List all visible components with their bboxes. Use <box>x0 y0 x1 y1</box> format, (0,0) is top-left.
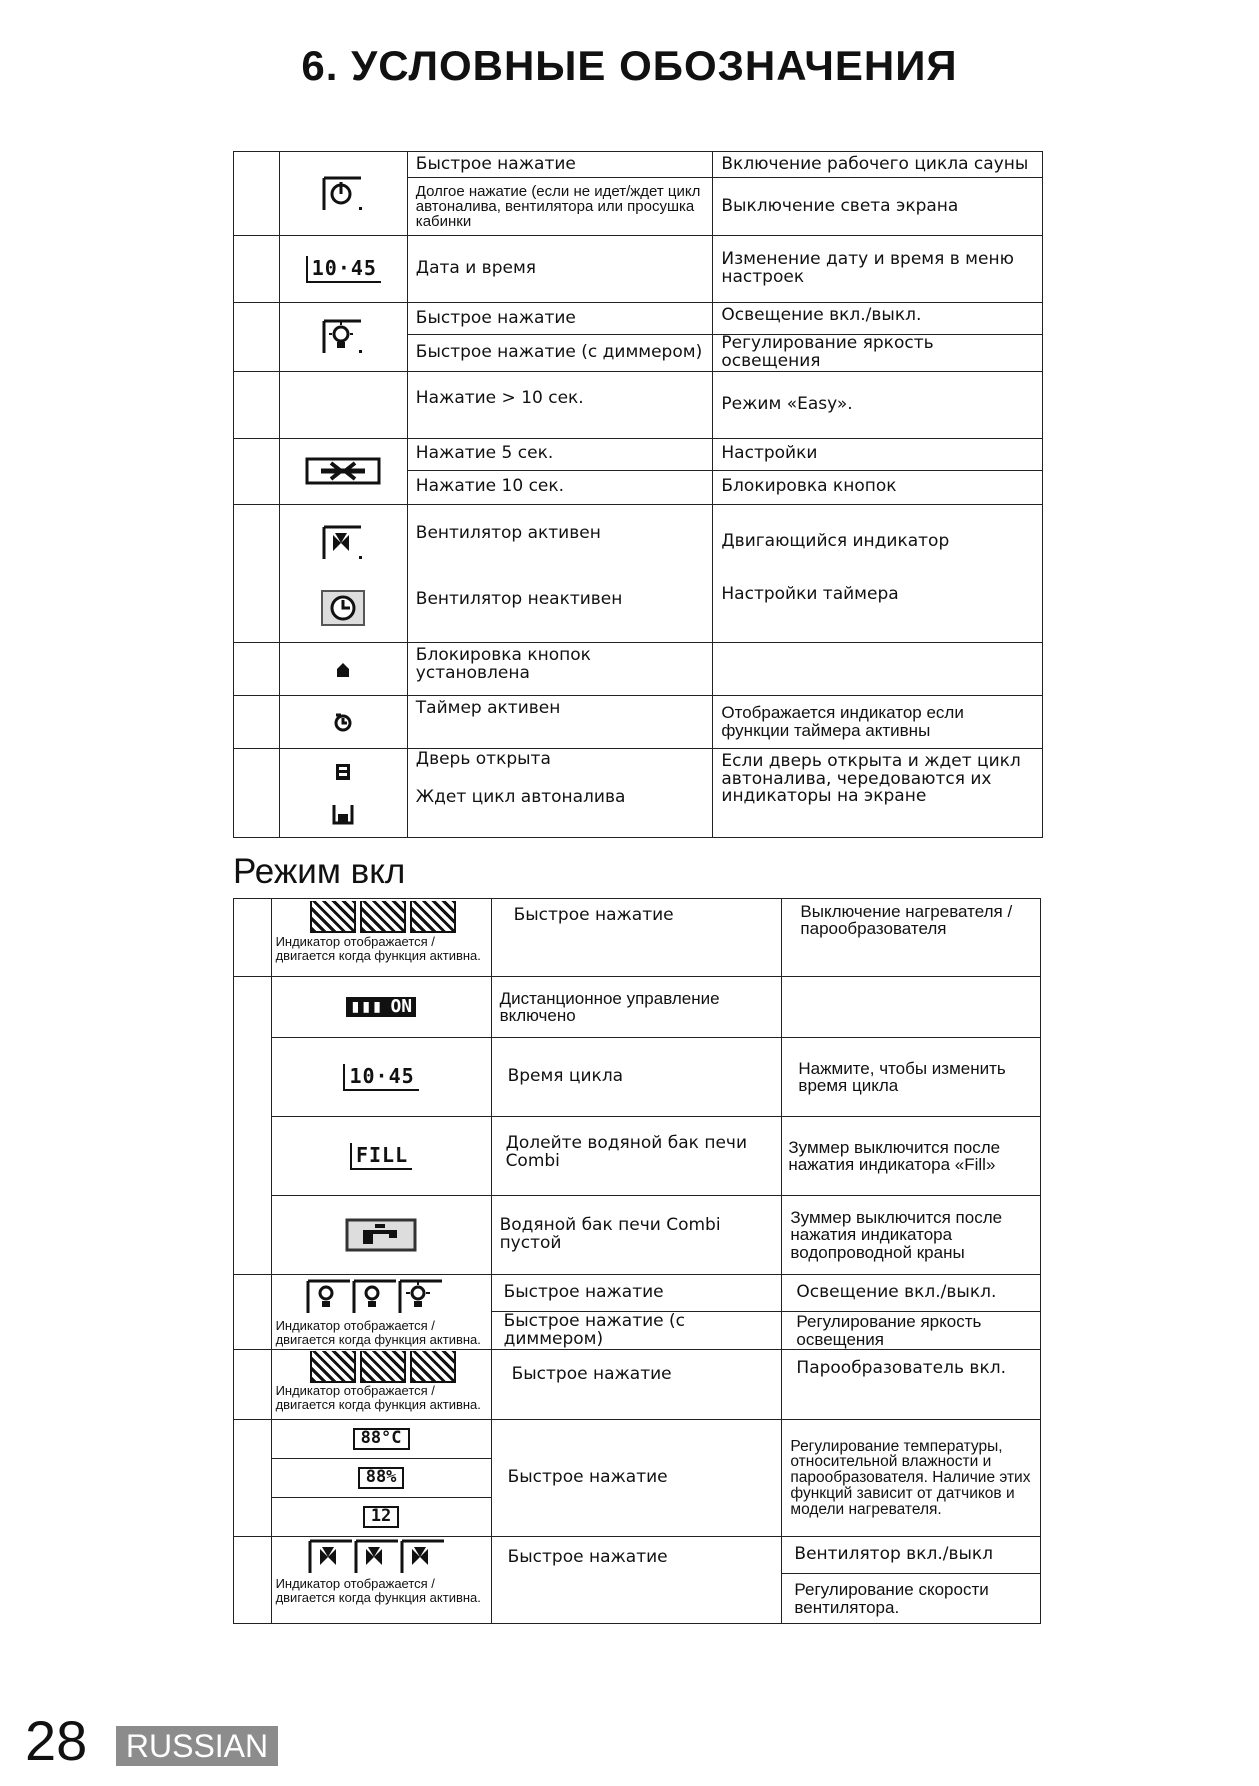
steamer-icon <box>360 1351 406 1383</box>
blank-cell <box>234 695 280 748</box>
humidity-display-icon: 88% <box>358 1467 405 1489</box>
heater-icons-cell <box>271 899 491 977</box>
timer-clock-icon <box>320 589 366 627</box>
t1-r5-action: Быстрое нажатие (с диммером) <box>407 335 713 372</box>
indicator-note: Индикатор отображается / двигается когда функция активна. <box>275 1383 481 1413</box>
symbols-table <box>233 151 1043 838</box>
light-bulb-icon <box>306 1279 352 1315</box>
fan-icon <box>354 1539 400 1575</box>
t2-s3-result: Нажмите, чтобы изменить время цикла <box>782 1038 1041 1117</box>
timer-settings-label: Настройки таймера <box>721 583 899 604</box>
t2-s4-result: Зуммер выключится после нажатия индикатора «Fill» <box>782 1117 1041 1196</box>
wrench-icon <box>305 457 381 485</box>
cycle-time-icon-cell <box>271 1038 491 1117</box>
page-title: 6. УСЛОВНЫЕ ОБОЗНАЧЕНИЯ <box>301 42 958 89</box>
light-icon-cell <box>279 303 407 372</box>
timer-active-icon <box>332 712 354 732</box>
blank-cell <box>234 152 280 236</box>
blank-cell <box>234 1350 272 1420</box>
t1-r11-result: Отображается индикатор если функции таймера активны <box>713 695 1043 748</box>
t2-s6-action-dimmer: Быстрое нажатие (с диммером) <box>491 1312 782 1350</box>
door-icon <box>334 762 352 782</box>
light-bulb-icon <box>352 1279 398 1315</box>
power-icon <box>321 174 365 214</box>
settings-icon-cell <box>279 438 407 504</box>
autofill-icon <box>331 802 355 826</box>
humidity-icon-cell <box>271 1459 491 1498</box>
autofill-wait-label: Ждет цикл автоналива <box>415 786 626 807</box>
t1-r3-action: Дата и время <box>407 236 713 303</box>
door-icon-cell <box>279 748 407 837</box>
timer-icon-cell <box>279 695 407 748</box>
cycle-time-icon: 10·45 <box>343 1064 418 1091</box>
t2-s7-action: Быстрое нажатие <box>491 1350 782 1420</box>
t1-r12-result: Если дверь открыта и ждет цикл автоналива, чередоваются их индикаторы на экране <box>713 748 1043 837</box>
steam-level-icon-cell <box>271 1498 491 1537</box>
t2-s9-result: Вентилятор вкл./выкл <box>782 1537 1041 1574</box>
t2-s2-result <box>782 977 1041 1038</box>
fill-icon: FILL <box>350 1143 412 1170</box>
fan-icons-cell <box>271 1537 491 1624</box>
t2-s9-action: Быстрое нажатие <box>491 1537 782 1624</box>
t1-r2-action: Долгое нажатие (если не идет/ждет цикл автоналива, вентилятора или просушка кабинки <box>407 178 713 236</box>
fan-icon <box>400 1539 446 1575</box>
steam-icons-cell <box>271 1350 491 1420</box>
t2-s4-action: Долейте водяной бак печи Combi <box>491 1117 782 1196</box>
power-icon-cell <box>279 152 407 236</box>
on-mode-table <box>233 898 1041 1624</box>
section-title: Режим вкл <box>233 852 406 891</box>
page-number: 28 <box>25 1709 88 1772</box>
temperature-display-icon: 88°C <box>353 1428 410 1450</box>
t1-r3-result: Изменение дату и время в меню настроек <box>713 236 1043 303</box>
remote-control-icon: ▮▮▮ <box>346 997 387 1018</box>
fan-inactive-label: Вентилятор неактивен <box>415 588 623 609</box>
t2-s2-action: Дистанционное управление включено <box>491 977 782 1038</box>
light-bulb-dimmer-icon <box>398 1279 444 1315</box>
blank-cell <box>234 748 280 837</box>
water-tap-icon <box>345 1218 417 1252</box>
t2-s6-result-dimmer: Регулирование яркость освещения <box>782 1312 1041 1350</box>
temperature-icon-cell <box>271 1420 491 1459</box>
blank-cell <box>234 899 272 977</box>
t2-s5-action: Водяной бак печи Combi пустой <box>491 1196 782 1275</box>
t1-r2-result: Выключение света экрана <box>713 178 1043 236</box>
blank-cell <box>234 1537 272 1624</box>
t2-s6-result: Освещение вкл./выкл. <box>782 1275 1041 1312</box>
blank-cell <box>234 371 280 438</box>
remote-on-indicator: ON <box>386 997 416 1018</box>
heater-icon <box>410 901 456 933</box>
blank-cell <box>234 303 280 372</box>
steamer-icon <box>310 1351 356 1383</box>
steam-level-display-icon: 12 <box>363 1506 399 1528</box>
door-open-label: Дверь открыта <box>415 748 551 769</box>
t2-s8-result: Регулирование температуры, относительной влажности и парообразователя. Наличие этих функций зависит от датчиков и модели нагревателя. <box>782 1420 1041 1537</box>
t1-r4-result: Освещение вкл./выкл. <box>713 303 1043 335</box>
remote-icon-cell <box>271 977 491 1038</box>
t1-r1-result: Включение рабочего цикла сауны <box>713 152 1043 178</box>
light-bulb-icon <box>321 317 365 357</box>
fan-active-label: Вентилятор активен <box>415 522 601 543</box>
t1-r1-action: Быстрое нажатие <box>407 152 713 178</box>
moving-indicator-label: Двигающийся индикатор <box>721 530 950 551</box>
t2-s9-result-speed: Регулирование скорости вентилятора. <box>782 1574 1041 1624</box>
heater-icon <box>360 901 406 933</box>
fan-icon <box>308 1539 354 1575</box>
t2-s3-action: Время цикла <box>491 1038 782 1117</box>
t2-s1-result: Выключение нагревателя / парообразователя <box>782 899 1041 977</box>
t1-r7-result: Настройки <box>713 438 1043 470</box>
t1-r9-result <box>713 504 1043 642</box>
t1-r12-action <box>407 748 713 837</box>
fill-icon-cell <box>271 1117 491 1196</box>
t1-r10-action: Блокировка кнопок установлена <box>407 642 713 695</box>
blank-cell <box>234 642 280 695</box>
tap-icon-cell <box>271 1196 491 1275</box>
blank-cell <box>234 1420 272 1537</box>
indicator-note: Индикатор отображается / двигается когда функция активна. <box>275 1576 481 1606</box>
t1-r10-result <box>713 642 1043 695</box>
blank-cell <box>234 1275 272 1350</box>
t1-r4-action: Быстрое нажатие <box>407 303 713 335</box>
steamer-icon <box>410 1351 456 1383</box>
t1-r6-result: Режим «Easy». <box>713 371 1043 438</box>
t1-r8-action: Нажатие 10 сек. <box>407 470 713 504</box>
fan-icon <box>321 523 365 563</box>
blank-cell <box>234 438 280 504</box>
t1-r6-action: Нажатие > 10 сек. <box>407 371 713 438</box>
t1-r8-result: Блокировка кнопок <box>713 470 1043 504</box>
t1-r9-action <box>407 504 713 642</box>
t1-r7-action: Нажатие 5 сек. <box>407 438 713 470</box>
blank-cell <box>234 977 272 1275</box>
t2-s8-action: Быстрое нажатие <box>491 1420 782 1537</box>
heater-icon <box>310 901 356 933</box>
lock-icon <box>333 659 353 679</box>
t2-s1-action: Быстрое нажатие <box>491 899 782 977</box>
blank-cell <box>279 371 407 438</box>
t1-r5-result: Регулирование яркость освещения <box>713 335 1043 372</box>
datetime-icon-cell <box>279 236 407 303</box>
t2-s5-result: Зуммер выключится после нажатия индикатора водопроводной краны <box>782 1196 1041 1275</box>
indicator-note: Индикатор отображается / двигается когда функция активна. <box>275 934 481 964</box>
indicator-note: Индикатор отображается / двигается когда функция активна. <box>275 1318 481 1348</box>
t2-s7-result: Парообразователь вкл. <box>782 1350 1041 1420</box>
t1-r11-action: Таймер активен <box>407 695 713 748</box>
fan-icon-cell <box>279 504 407 642</box>
datetime-icon: 10·45 <box>306 256 381 283</box>
language-label: RUSSIAN <box>116 1726 278 1766</box>
blank-cell <box>234 236 280 303</box>
blank-cell <box>234 504 280 642</box>
lock-icon-cell <box>279 642 407 695</box>
t2-s6-action: Быстрое нажатие <box>491 1275 782 1312</box>
lights-icons-cell <box>271 1275 491 1350</box>
